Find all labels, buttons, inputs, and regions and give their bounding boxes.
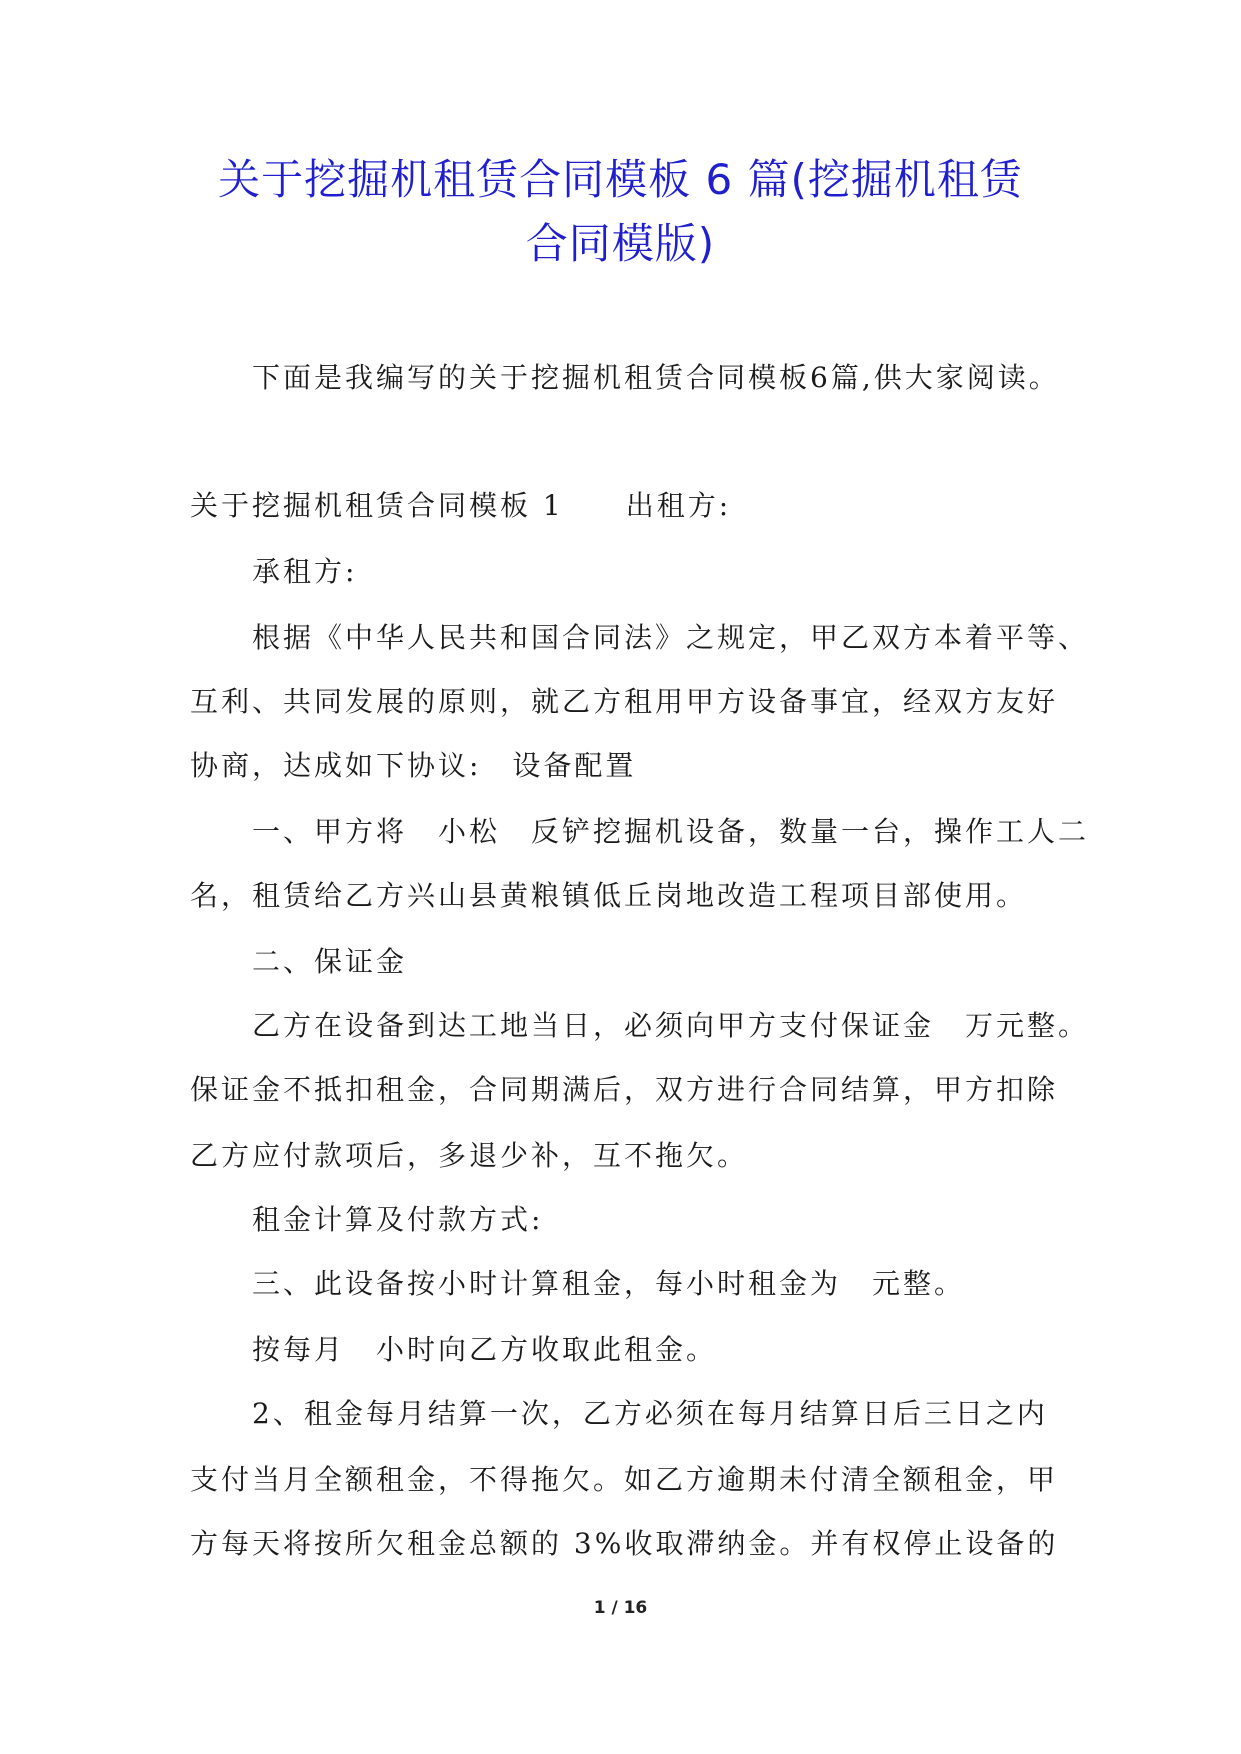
section-heading-rent: 租金计算及付款方式: <box>252 1203 544 1236</box>
paragraph-line: 支付当月全额租金，不得拖欠。如乙方逾期未付清全额租金，甲 <box>190 1463 1059 1496</box>
paragraph-line: 协商，达成如下协议: 设备配置 <box>190 749 637 782</box>
paragraph-line: 保证金不抵扣租金，合同期满后，双方进行合同结算，甲方扣除 <box>190 1073 1059 1106</box>
paragraph-line: 名，租赁给乙方兴山县黄粮镇低丘岗地改造工程项目部使用。 <box>190 879 1028 912</box>
section-heading-deposit: 二、保证金 <box>252 945 408 978</box>
paragraph-line: 三、此设备按小时计算租金，每小时租金为 元整。 <box>252 1267 966 1300</box>
title-line-1: 关于挖掘机租赁合同模板 6 篇(挖掘机租赁 <box>218 155 1023 204</box>
paragraph-line: 按每月 小时向乙方收取此租金。 <box>252 1333 718 1366</box>
lessee-line: 承租方: <box>252 555 358 588</box>
title-line-2: 合同模版) <box>525 219 716 268</box>
paragraph-line: 一、甲方将 小松 反铲挖掘机设备，数量一台，操作工人二 <box>252 815 1090 848</box>
paragraph-line: 乙方应付款项后，多退少补，互不拖欠。 <box>190 1139 749 1172</box>
section-heading-template-1: 关于挖掘机租赁合同模板 1 出租方: <box>190 489 732 522</box>
paragraph-line: 方每天将按所欠租金总额的 3%收取滞纳金。并有权停止设备的 <box>190 1527 1059 1560</box>
page-title <box>0 148 1241 276</box>
paragraph-line: 互利、共同发展的原则，就乙方租用甲方设备事宜，经双方友好 <box>190 685 1059 718</box>
paragraph-line: 乙方在设备到达工地当日，必须向甲方支付保证金 万元整。 <box>252 1009 1090 1042</box>
page-number: 1 / 16 <box>593 1598 648 1618</box>
intro-paragraph: 下面是我编写的关于挖掘机租赁合同模板6篇,供大家阅读。 <box>252 361 1060 394</box>
paragraph-line: 根据《中华人民共和国合同法》之规定，甲乙双方本着平等、 <box>252 621 1090 654</box>
paragraph-line: 2、租金每月结算一次，乙方必须在每月结算日后三日之内 <box>252 1397 1048 1430</box>
